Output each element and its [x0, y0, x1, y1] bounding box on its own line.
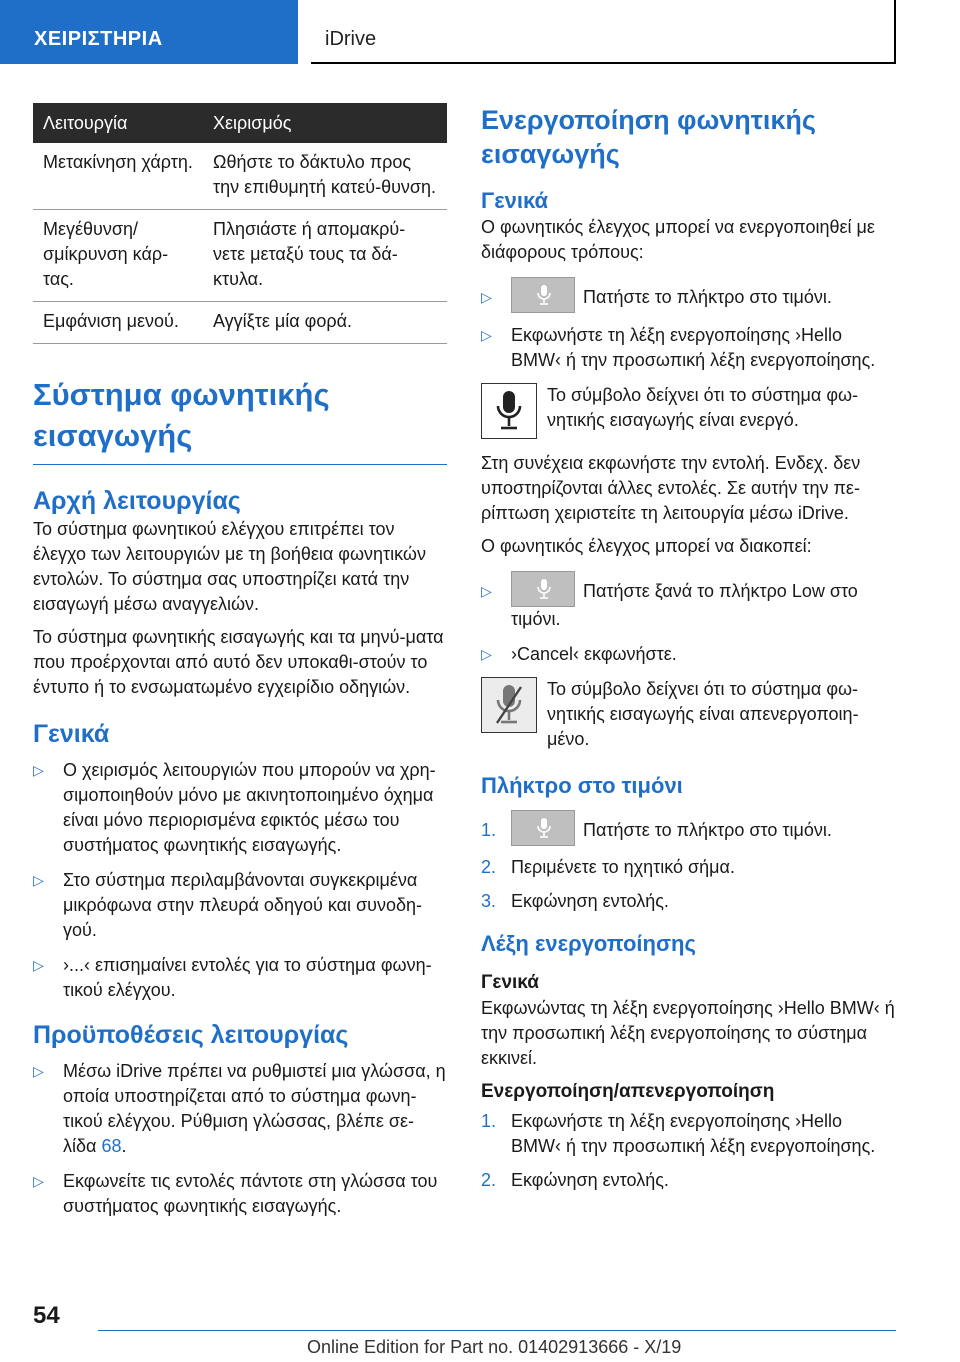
- symbol-active-row: [481, 383, 896, 439]
- wakeword-general-heading: Γενικά: [481, 972, 539, 993]
- principle-paragraph-2: Το σύστημα φωνητικής εισαγωγής και τα μηνύ-ματα που προέρχονται από αυτό δεν υποκαθι-στούν το έντυπο ή το ενσωματωμένο εγχειρίδιο οδηγιών.: [33, 627, 444, 697]
- voice-key-icon: [511, 277, 575, 313]
- triangle-bullet-icon: ▷: [33, 957, 44, 973]
- principle-paragraph: Το σύστημα φωνητικού ελέγχου επιτρέπει τον έλεγχο των λειτουργιών με τη βοήθεια φωνητικών εντολών. Το σύστημα σας υποστηρίζει κατά την εισαγωγή μέσω αναγγελιών.: [33, 519, 426, 614]
- triangle-bullet-icon: ▷: [481, 327, 492, 343]
- triangle-bullet-icon: ▷: [33, 1173, 44, 1189]
- wakeword-steps: [481, 1109, 896, 1193]
- steering-key-heading: Πλήκτρο στο τιμόνι: [481, 773, 683, 798]
- cancel-paragraph: Ο φωνητικός έλεγχος μπορεί να διακοπεί:: [481, 536, 812, 556]
- table-row: [33, 210, 447, 302]
- footer-divider: [98, 1330, 896, 1331]
- triangle-bullet-icon: ▷: [481, 289, 492, 305]
- triangle-bullet-icon: ▷: [33, 872, 44, 888]
- wakeword-toggle-heading: Ενεργοποίηση/απενεργοποίηση: [481, 1081, 775, 1102]
- microphone-active-icon: [481, 383, 537, 439]
- chapter-tab: [0, 0, 298, 64]
- list-item: ▷ ›Cancel‹ εκφωνήστε.: [481, 642, 896, 667]
- right-column: [481, 103, 896, 1202]
- triangle-bullet-icon: ▷: [33, 762, 44, 778]
- page-number: 54: [33, 1302, 60, 1329]
- activation-list: [481, 277, 896, 373]
- list-item: 2. Περιμένετε το ηχητικό σήμα.: [481, 857, 735, 877]
- activation-title: Ενεργοποίηση φωνητικής εισαγωγής: [481, 105, 816, 169]
- cancel-list: [481, 571, 896, 667]
- triangle-bullet-icon: ▷: [33, 1063, 44, 1079]
- table-cell: Αγγίξτε μία φορά.: [203, 302, 447, 344]
- section-header: [311, 0, 896, 64]
- list-item: ▷ Εκφωνείτε τις εντολές πάντοτε στη γλώσσα του συστήματος φωνητικής εισαγωγής.: [33, 1171, 438, 1216]
- then-paragraph: Στη συνέχεια εκφωνήστε την εντολή. Ενδεχ. δεν υποστηρίζονται άλλες εντολές. Σε αυτήν την πε-ρίπτωση χειριστείτε τη λειτουργία μέσω iDrive.: [481, 453, 861, 523]
- list-item: 3. Εκφώνηση εντολής.: [481, 891, 669, 911]
- list-item: ▷ Μέσω iDrive πρέπει να ρυθμιστεί μια γλώσσα, η οποία υποστηρίζεται από το σύστημα φωνη-τικού ελέγχου. Ρύθμιση γλώσσας, βλέπε σε-λίδα 68.: [33, 1061, 446, 1156]
- wakeword-heading: Λέξη ενεργοποίησης: [481, 931, 696, 956]
- list-item: 2. Εκφώνηση εντολής.: [481, 1170, 669, 1190]
- list-item: ▷ Πατήστε ξανά το πλήκτρο Low στο τιμόνι.: [481, 571, 896, 632]
- list-item: ▷ Ο χειρισμός λειτουργιών που μπορούν να χρη-σιμοποιηθούν μόνο με ακινητοποιημένο όχημα είναι μόνο περιορισμένα εφικτός μέσω του συστήματος φωνητικής εισαγωγής.: [33, 760, 436, 855]
- general-list: [33, 758, 447, 1003]
- page-link[interactable]: 68: [101, 1136, 122, 1156]
- voice-system-title: Σύστημα φωνητικής εισαγωγής: [33, 374, 447, 465]
- table-cell: Εμφάνιση μενού.: [33, 302, 203, 344]
- symbol-active-text: Το σύμβολο δείχνει ότι το σύστημα φω-νητικής εισαγωγής είναι ενεργό.: [547, 385, 859, 430]
- gesture-table: [33, 103, 447, 344]
- triangle-bullet-icon: ▷: [481, 583, 492, 599]
- chapter-title: ΧΕΙΡΙΣΤΗΡΙΑ: [34, 28, 163, 50]
- table-header-function: Λειτουργία: [33, 103, 203, 143]
- table-row: [33, 302, 447, 344]
- principle-heading: Αρχή λειτουργίας: [33, 487, 241, 515]
- list-item: ▷ Εκφωνήστε τη λέξη ενεργοποίησης ›Hello BMW‹ ή την προσωπική λέξη ενεργοποίησης.: [481, 325, 876, 370]
- table-header-operation: Χειρισμός: [203, 103, 447, 143]
- left-column: [33, 103, 447, 1229]
- triangle-bullet-icon: ▷: [481, 646, 492, 662]
- table-cell: Ωθήστε το δάκτυλο προς την επιθυμητή κατεύ-θυνση.: [203, 143, 447, 210]
- voice-key-icon: [511, 571, 575, 607]
- table-cell: Μετακίνηση χάρτη.: [33, 143, 203, 210]
- table-cell: Πλησιάστε ή απομακρύ-νετε μεταξύ τους τα δά-κτυλα.: [203, 210, 447, 302]
- steering-key-steps: [481, 810, 896, 914]
- symbol-inactive-row: [481, 677, 896, 752]
- general-heading: Γενικά: [33, 720, 110, 748]
- prerequisites-list: [33, 1059, 447, 1219]
- list-item: 1. Πατήστε το πλήκτρο στο τιμόνι.: [481, 810, 896, 846]
- list-item: 1. Εκφωνήστε τη λέξη ενεργοποίησης ›Hello BMW‹ ή την προσωπική λέξη ενεργοποίησης.: [481, 1111, 876, 1156]
- footer-edition: Online Edition for Part no. 01402913666 - X/19: [307, 1337, 682, 1357]
- microphone-muted-icon: [481, 677, 537, 733]
- activation-general-heading: Γενικά: [481, 188, 549, 213]
- list-item: ▷ Πατήστε το πλήκτρο στο τιμόνι.: [481, 277, 896, 313]
- section-title: iDrive: [325, 28, 377, 50]
- symbol-inactive-text: Το σύμβολο δείχνει ότι το σύστημα φω-νητικής εισαγωγής είναι απενεργοποιη-μένο.: [547, 679, 859, 749]
- table-row: [33, 143, 447, 210]
- activation-general-paragraph: Ο φωνητικός έλεγχος μπορεί να ενεργοποιηθεί με διάφορους τρόπους:: [481, 217, 875, 262]
- table-cell: Μεγέθυνση/σμίκρυνση κάρ-τας.: [33, 210, 203, 302]
- prerequisites-heading: Προϋποθέσεις λειτουργίας: [33, 1021, 349, 1049]
- list-item: ▷ Στο σύστημα περιλαμβάνονται συγκεκριμένα μικρόφωνα στην πλευρά οδηγού και συνοδη-γού.: [33, 870, 422, 940]
- voice-key-icon: [511, 810, 575, 846]
- table-header-row: [33, 103, 447, 143]
- wakeword-general-paragraph: Εκφωνώντας τη λέξη ενεργοποίησης ›Hello BMW‹ ή την προσωπική λέξη ενεργοποίησης το σύστημα εκκινεί.: [481, 998, 895, 1068]
- list-item: ▷ ›...‹ επισημαίνει εντολές για το σύστημα φωνη-τικού ελέγχου.: [33, 955, 432, 1000]
